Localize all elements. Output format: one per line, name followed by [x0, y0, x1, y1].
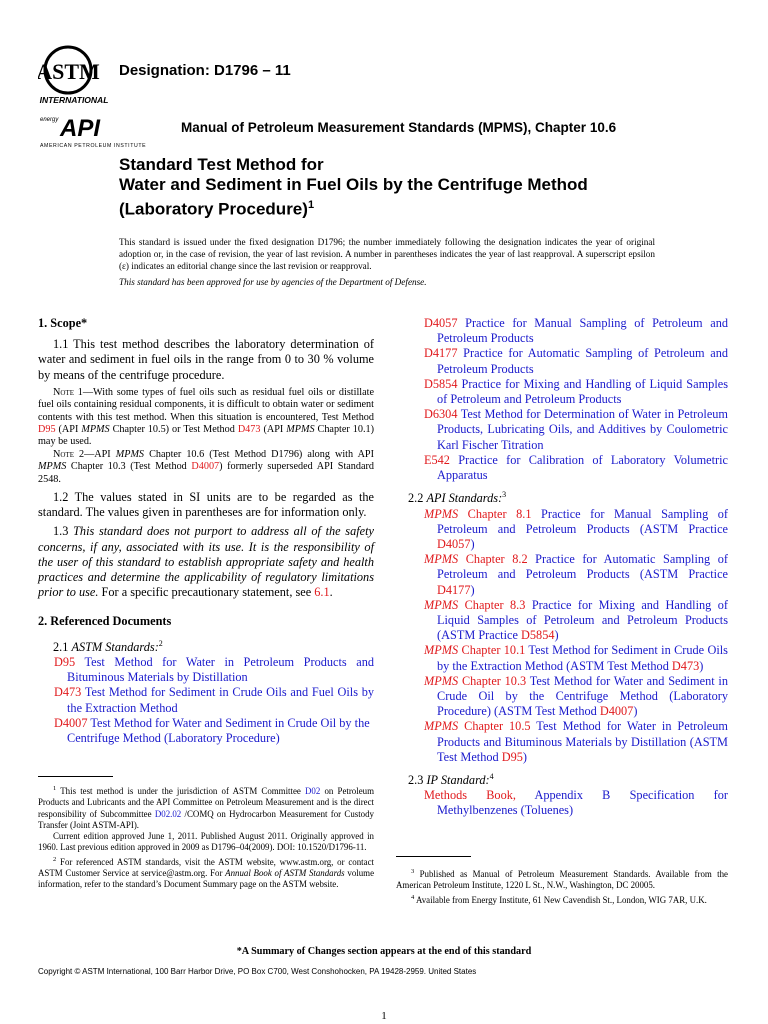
footnote-1-edition: Current edition approved June 1, 2011. Published August 2011. Originally approved in 1960. Last previous edition approved in 2009 as D1796–04(2009). DOI: 10.1520/D1796-11.: [38, 831, 374, 853]
document-title: [119, 155, 679, 220]
astm-ref-d473[interactable]: D473 Test Method for Sediment in Crude Oils and Fuel Oils by the Extraction Method: [54, 685, 375, 715]
approved-statement: This standard has been approved for use by agencies of the Department of Defense.: [119, 277, 427, 287]
page-number: 1: [381, 1010, 387, 1022]
right-column: [408, 316, 728, 819]
api-ref-10-1[interactable]: MPMS Chapter 10.1 Test Method for Sediment in Crude Oils by the Extraction Method (ASTM Test Method D473): [424, 643, 728, 673]
ip-ref-methods-book[interactable]: Methods Book, Appendix B Specification for Methylbenzenes (Toluenes): [424, 788, 728, 818]
scope-1-2: 1.2 The values stated in SI units are to be regarded as the standard. The values given in parentheses are for information only.: [38, 490, 374, 520]
scope-heading: 1. Scope*: [38, 316, 88, 330]
api-logo: [40, 110, 175, 150]
astm-ref-d4007[interactable]: D4007 Test Method for Water and Sediment in Crude Oil by the Centrifuge Method (Laboratory Procedure): [54, 715, 370, 745]
astm-ref-d4177[interactable]: D4177 Practice for Automatic Sampling of Petroleum and Petroleum Products: [424, 346, 728, 376]
svg-text:energy: energy: [40, 117, 59, 123]
scope-1-3: 1.3 This standard does not purport to address all of the safety concerns, if any, associated with its use. It is the responsibility of the user of this standard to establish appropriate safety and health practices and determine the applicability of regulatory limitations prior to use. For a specific precautionary statement, see 6.1.: [38, 524, 374, 600]
astm-ref-d5854[interactable]: D5854 Practice for Mixing and Handling of Liquid Samples of Petroleum and Petroleum Products: [424, 376, 728, 407]
footnote-1: $^1$ This test method is under the jurisdiction of ASTM Committee D02 on Petroleum Products and Lubricants and the API Committee on Petroleum Measurement and is the direct responsibility of Subcommittee D02.02 /COMQ on Hydrocarbon Measurement for Custody Transfer (Joint ASTM-API).: [38, 785, 374, 830]
title-line-1: Standard Test Method for: [119, 155, 324, 174]
note-1: Note 1—With some types of fuel oils such as residual fuel oils or distillate fuel oils containing residual components, it is difficult to obtain water or sediment contents with this test method. When this situation is encountered, Test Method D95 (API MPMS Chapter 10.5) or Test Method D473 (API MPMS Chapter 10.1) may be used.: [38, 386, 374, 448]
astm-ref-d95[interactable]: D95 Test Method for Water in Petroleum Products and Bituminous Materials by Distillation: [54, 654, 374, 685]
astm-ref-d4057[interactable]: D4057 Practice for Manual Sampling of Petroleum and Petroleum Products: [424, 316, 728, 346]
api-ref-10-3[interactable]: MPMS Chapter 10.3 Test Method for Water and Sediment in Crude Oil by the Centrifuge Method (Laboratory Procedure) (ASTM Test Method D4007): [424, 673, 728, 719]
api-ref-10-5[interactable]: MPMS Chapter 10.5 Test Method for Water in Petroleum Products and Bituminous Materials by Distillation (ASTM Test Method D95): [424, 719, 728, 764]
link-d02[interactable]: D02: [305, 785, 321, 796]
svg-text:ASTM: ASTM: [38, 59, 100, 84]
footnote-divider-left: [38, 776, 113, 777]
api-ref-8-3[interactable]: MPMS Chapter 8.3 Practice for Mixing and Handling of Liquid Samples of Petroleum and Petroleum Products (ASTM Practice D5854): [424, 597, 728, 643]
link-section-6-1[interactable]: 6.1: [314, 585, 330, 600]
api-standards-label: 2.2 API Standards:$^3$: [408, 490, 507, 506]
mpms-chapter: Manual of Petroleum Measurement Standards (MPMS), Chapter 10.6: [181, 120, 617, 135]
left-column: [38, 316, 374, 746]
refdocs-heading: 2. Referenced Documents: [38, 614, 172, 629]
issued-statement: This standard is issued under the fixed designation D1796; the number immediately following the designation indicates the year of original adoption or, in the case of revision, the year of last revision. A number in parentheses indicates the year of last reapproval. A superscript epsilon (ε) indicates an editorial change since the last revision or reapproval.: [119, 237, 655, 272]
astm-standards-label: 2.1 ASTM Standards:$^2$: [53, 638, 163, 654]
footnote-divider-right: [396, 856, 471, 857]
designation: Designation: D1796 – 11: [119, 62, 291, 79]
ip-standard-label: 2.3 IP Standard:$^4$: [408, 771, 494, 788]
title-line-2: Water and Sediment in Fuel Oils by the Centrifuge Method: [119, 175, 588, 194]
note-2: Note 2—API MPMS Chapter 10.6 (Test Method D1796) along with API MPMS Chapter 10.3 (Test Method D4007) formerly superseded API Standard 2548.: [38, 448, 374, 485]
title-footnote-marker[interactable]: 1: [307, 199, 315, 211]
astm-ref-d6304[interactable]: D6304 Test Method for Determination of Water in Petroleum Products, Lubricating Oils, and Additives by Coulometric Karl Fischer Titration: [424, 407, 728, 452]
copyright: Copyright © ASTM International, 100 Barr Harbor Drive, PO Box C700, West Conshohocken, PA 19428-2959. United States: [38, 967, 477, 976]
svg-text:AMERICAN PETROLEUM INSTITUTE: AMERICAN PETROLEUM INSTITUTE: [40, 143, 147, 149]
footnote-4: $^4$ Available from Energy Institute, 61 New Cavendish St., London, WIG 7AR, U.K.: [411, 893, 707, 905]
svg-text:API: API: [60, 115, 101, 142]
footnotes-right: [396, 866, 728, 906]
api-ref-8-1[interactable]: MPMS Chapter 8.1 Practice for Manual Sampling of Petroleum and Petroleum Products (ASTM Practice D4057): [424, 506, 728, 551]
footnote-3: $^3$ Published as Manual of Petroleum Measurement Standards. Available from the American Petroleum Institute, 1220 L St., N.W., Washington, DC 20005.: [396, 868, 728, 891]
footnotes-left: [38, 783, 374, 891]
astm-ref-e542[interactable]: E542 Practice for Calibration of Laboratory Volumetric Apparatus: [424, 452, 729, 483]
astm-logo: [38, 45, 110, 107]
link-d4007[interactable]: D4007: [191, 461, 220, 473]
footnote-2: $^2$ For referenced ASTM standards, visit the ASTM website, www.astm.org, or contact ASTM Customer Service at service@astm.org. For Annual Book of ASTM Standards volume information, refer to the standard’s Document Summary page on the ASTM website.: [38, 855, 375, 890]
summary-of-changes-note: *A Summary of Changes section appears at the end of this standard: [236, 946, 532, 957]
title-line-3: (Laboratory Procedure)$^1$: [119, 199, 315, 219]
link-d473[interactable]: D473: [237, 424, 261, 436]
link-d02-02[interactable]: D02.02: [154, 808, 182, 819]
scope-1-1: 1.1 This test method describes the laboratory determination of water and sediment in fuel oils in the range from 0 to 30 % volume by means of the centrifuge procedure.: [38, 337, 374, 382]
svg-text:INTERNATIONAL: INTERNATIONAL: [39, 95, 109, 105]
api-ref-8-2[interactable]: MPMS Chapter 8.2 Practice for Automatic Sampling of Petroleum and Petroleum Products (ASTM Practice D4177): [424, 552, 728, 597]
link-d95[interactable]: D95: [38, 424, 56, 436]
